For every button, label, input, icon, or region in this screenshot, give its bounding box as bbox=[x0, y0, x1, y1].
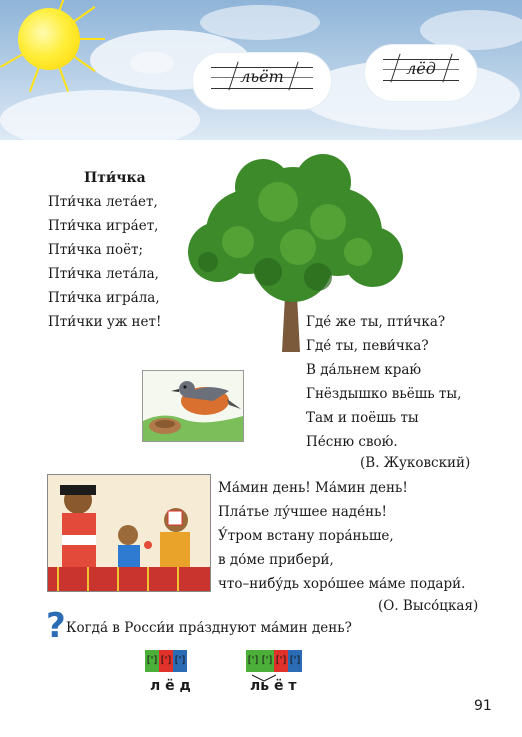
scheme-cell-consonant-soft: ['] bbox=[145, 650, 159, 672]
cloud-word-2: лёд bbox=[406, 59, 436, 78]
scheme-letters-led: л ё д bbox=[150, 678, 191, 694]
sky-header bbox=[0, 0, 522, 140]
question-mark-icon: ? bbox=[46, 606, 66, 646]
poem-line: У́тром встану пора́ньше, bbox=[218, 528, 394, 544]
poem-line: что–нибу́дь хоро́шее ма́ме подари́. bbox=[218, 576, 466, 592]
question-text: Когда́ в Росси́и пра́зднуют ма́мин день? bbox=[66, 620, 352, 636]
author-zhukovsky: (В. Жуковский) bbox=[360, 455, 471, 471]
sound-scheme-led bbox=[145, 650, 187, 672]
cloud-word-lyod bbox=[364, 44, 478, 102]
author-vysotskaya: (О. Высо́цкая) bbox=[378, 598, 479, 614]
poem-2 bbox=[306, 310, 461, 454]
scheme-cell-consonant-hard: ['] bbox=[173, 650, 187, 672]
scheme-cell-consonant-hard: ['] bbox=[288, 650, 302, 672]
poem-line: Пти́чка поёт; bbox=[48, 242, 144, 258]
scheme-cell-vowel: ['] bbox=[159, 650, 173, 672]
poem-line: В да́льнем краю́ bbox=[306, 362, 422, 378]
scheme-cell-consonant-soft: ['] bbox=[260, 650, 274, 672]
poem-line: Где́ же ты, пти́чка? bbox=[306, 314, 446, 330]
poem-line: Где́ ты, певи́чка? bbox=[306, 338, 429, 354]
bears-family-illustration bbox=[47, 474, 211, 592]
poem-line: Пе́сню свою́. bbox=[306, 434, 398, 450]
page-number: 91 bbox=[474, 698, 492, 714]
poem-title: Пти́чка bbox=[84, 170, 146, 186]
poem-line: Там и поёшь ты bbox=[306, 410, 419, 426]
poem-line: Пти́чка игра́ет, bbox=[48, 218, 159, 234]
scheme-cell-consonant-soft: ['] bbox=[246, 650, 260, 672]
poem-line: в до́ме прибери́, bbox=[218, 552, 334, 568]
poem-line: Пти́чка игра́ла, bbox=[48, 290, 160, 306]
bird-nest-illustration bbox=[142, 370, 244, 442]
scheme-cell-vowel: ['] bbox=[274, 650, 288, 672]
scheme-letters-lyot: ль ё т bbox=[250, 678, 297, 694]
poem-3 bbox=[218, 476, 465, 596]
poem-line: Пти́чка лета́ет, bbox=[48, 194, 158, 210]
poem-1 bbox=[48, 190, 161, 334]
cloud-word-1: льёт bbox=[240, 67, 284, 86]
poem-line: Ма́мин день! Ма́мин день! bbox=[218, 480, 408, 496]
poem-line: Гнёздышко вьёшь ты, bbox=[306, 386, 462, 402]
poem-line: Пла́тье лу́чшее наде́нь! bbox=[218, 504, 387, 520]
poem-line: Пти́чки уж нет! bbox=[48, 314, 162, 330]
sound-scheme-lyot bbox=[246, 650, 302, 672]
poem-line: Пти́чка лета́ла, bbox=[48, 266, 159, 282]
cloud-word-lyot bbox=[192, 52, 332, 110]
